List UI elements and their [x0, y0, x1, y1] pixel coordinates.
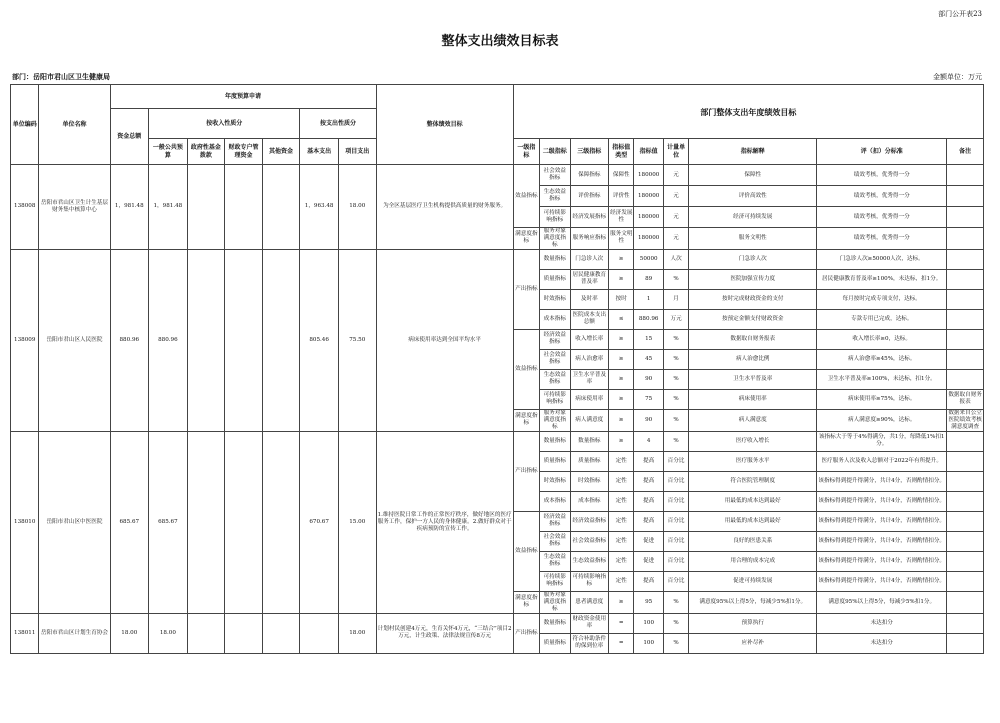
remark: [947, 369, 984, 389]
other-fund: [262, 165, 300, 250]
col-u: 计量单位: [663, 139, 688, 165]
measure-unit: %: [663, 633, 688, 653]
remark: [947, 471, 984, 491]
level3-indicator: 保障指标: [570, 165, 609, 186]
total-amount: 1，981.48: [110, 165, 149, 250]
level3-indicator: 评价指标: [570, 186, 609, 207]
indicator-explanation: 卫生水平普及率: [689, 369, 817, 389]
indicator-value: 1: [634, 289, 663, 309]
level1-indicator: 满意度指标: [513, 409, 539, 431]
scoring-standard: 门急诊人次≥50000人次，达标。: [817, 249, 947, 269]
value-type: ≥: [609, 389, 634, 409]
level3-indicator: 病人治愈率: [570, 349, 609, 369]
measure-unit: %: [663, 409, 688, 431]
col-by-income: 按收入性质分: [149, 109, 300, 139]
remark: 数据来自公立医院绩效考核满意度调查: [948, 409, 982, 430]
measure-unit: 元: [663, 186, 688, 207]
value-type: 定性: [609, 491, 634, 511]
level2-indicator: 可持续影响指标: [540, 389, 570, 409]
indicator-explanation: 保障性: [689, 165, 817, 186]
indicator-value: 促进: [634, 551, 663, 571]
col-l2: 二级指标: [540, 139, 570, 165]
indicator-value: 45: [634, 349, 663, 369]
level1-indicator: 效益指标: [513, 511, 539, 591]
level2-indicator: 服务对象满意度指标: [540, 591, 570, 613]
level2-indicator: 经济效益指标: [540, 511, 570, 531]
value-type: 定性: [609, 571, 634, 591]
level3-indicator: 质量指标: [570, 451, 609, 471]
value-type: 按时: [609, 289, 634, 309]
value-type: ≥: [609, 431, 634, 451]
value-type: 保障性: [609, 165, 634, 186]
scoring-standard: 绩效考核，优秀得一分: [817, 186, 947, 207]
level2-indicator: 质量指标: [540, 633, 570, 653]
measure-unit: 元: [663, 228, 688, 250]
indicator-explanation: 服务文明性: [689, 228, 817, 250]
general-budget: 1，981.48: [149, 165, 188, 250]
value-type: ≥: [609, 249, 634, 269]
level1-indicator: 产出指标: [513, 249, 539, 329]
indicator-value: 95: [634, 591, 663, 613]
scoring-standard: 未达扣分: [817, 613, 947, 633]
measure-unit: 月: [663, 289, 688, 309]
unit-name: 岳阳市君山区卫生计生基层财务集中核算中心: [39, 165, 110, 250]
indicator-value: 促进: [634, 531, 663, 551]
project-exp: 18.00: [338, 165, 376, 250]
value-type: ≥: [609, 591, 634, 613]
indicator-explanation: 应补尽补: [689, 633, 817, 653]
indicator-value: 100: [634, 613, 663, 633]
fin-account: [225, 431, 263, 613]
general-budget: 18.00: [149, 613, 188, 653]
level1-indicator: 效益指标: [513, 329, 539, 409]
measure-unit: 百分比: [663, 491, 688, 511]
indicator-explanation: 评价高效性: [689, 186, 817, 207]
indicator-explanation: 医院加强宣传力度: [689, 269, 817, 289]
unit-code: 138008: [11, 165, 39, 250]
col-name: 单位名称: [39, 85, 110, 165]
scoring-standard: 居民健康教育普及率≥100%，未达标，扣1分。: [817, 269, 947, 289]
value-type: 定性: [609, 471, 634, 491]
level2-indicator: 经济效益指标: [540, 329, 570, 349]
indicator-explanation: 医疗服务水平: [689, 451, 817, 471]
total-amount: 18.00: [110, 613, 149, 653]
remark: [947, 431, 984, 451]
indicator-value: 880.96: [634, 309, 663, 329]
scoring-standard: 专款专用已完成，达标。: [817, 309, 947, 329]
col-proj: 项目支出: [338, 139, 376, 165]
value-type: 评价性: [609, 186, 634, 207]
measure-unit: 百分比: [663, 531, 688, 551]
indicator-value: 180000: [634, 186, 663, 207]
measure-unit: 元: [663, 207, 688, 228]
unit-code: 138010: [11, 431, 39, 613]
indicator-explanation: 门急诊人次: [689, 249, 817, 269]
measure-unit: 百分比: [663, 451, 688, 471]
indicator-value: 75: [634, 389, 663, 409]
level3-indicator: 可持续影响指标: [570, 571, 609, 591]
remark: [947, 451, 984, 471]
scoring-standard: 每月按时完成专项支付，达标。: [817, 289, 947, 309]
value-type: ≥: [609, 369, 634, 389]
level3-indicator: 病人满意度: [570, 409, 609, 431]
remark: [947, 591, 984, 613]
level2-indicator: 成本指标: [540, 309, 570, 329]
measure-unit: %: [663, 349, 688, 369]
fin-account: [225, 165, 263, 250]
remark: [947, 186, 984, 207]
level3-indicator: 服务响应指标: [570, 228, 609, 250]
measure-unit: %: [663, 369, 688, 389]
level2-indicator: 可持续影响指标: [540, 571, 570, 591]
indicator-value: 90: [634, 369, 663, 389]
level2-indicator: 质量指标: [540, 451, 570, 471]
level2-indicator: 数量指标: [540, 249, 570, 269]
unit-code: 138009: [11, 249, 39, 431]
scoring-standard: 该指标得到提升得满分，共计4分，否则酌情扣分。: [817, 511, 947, 531]
measure-unit: 百分比: [663, 471, 688, 491]
basic-exp: [300, 613, 339, 653]
value-type: 定性: [609, 531, 634, 551]
overall-goal: 计划村民创建4万元，生育关怀4万元，“三结合”项目2万元，计生政策、法律法规宣传8万元: [376, 613, 513, 653]
measure-unit: 万元: [663, 309, 688, 329]
col-fin: 财政专户管理资金: [225, 139, 263, 165]
level3-indicator: 及时率: [570, 289, 609, 309]
gov-fund: [187, 431, 225, 613]
level3-indicator: 社会效益指标: [570, 531, 609, 551]
col-code: 单位编码: [11, 85, 39, 165]
value-type: ≥: [609, 269, 634, 289]
col-expl: 指标解释: [689, 139, 817, 165]
value-type: 服务文明性: [609, 228, 634, 250]
col-vtype: 指标值类型: [609, 139, 634, 165]
scoring-standard: 该指标大于等于4%得满分，共1分，每降低1%扣1分。: [817, 431, 947, 451]
measure-unit: %: [663, 591, 688, 613]
indicator-explanation: 数据取自财务报表: [689, 329, 817, 349]
level3-indicator: 数量指标: [570, 431, 609, 451]
remark: [947, 165, 984, 186]
measure-unit: 百分比: [663, 571, 688, 591]
col-goal: 整体绩效目标: [376, 85, 513, 165]
scoring-standard: 医疗服务人次及收入总额对于2022年有所提升。: [817, 451, 947, 471]
indicator-value: 提高: [634, 511, 663, 531]
indicator-explanation: 促进可持续发展: [689, 571, 817, 591]
level2-indicator: 成本指标: [540, 491, 570, 511]
level3-indicator: 收入增长率: [570, 329, 609, 349]
indicator-value: 180000: [634, 165, 663, 186]
level2-indicator: 社会效益指标: [540, 165, 570, 186]
other-fund: [262, 431, 300, 613]
level3-indicator: 财政资金使用率: [570, 613, 609, 633]
col-total: 资金总额: [110, 109, 149, 165]
level3-indicator: 成本指标: [570, 491, 609, 511]
indicator-explanation: 预算执行: [689, 613, 817, 633]
overall-goal: 1.维持医院日常工作的正常医疗秩序，做好地区的医疗服务工作，保护一方人民的身体健康。2.做好群众对于疾病预防的宣传工作。: [376, 431, 513, 613]
gov-fund: [187, 613, 225, 653]
measure-unit: 元: [663, 165, 688, 186]
level3-indicator: 经济效益指标: [570, 511, 609, 531]
value-type: 经济发展性: [609, 207, 634, 228]
level3-indicator: 医院成本支出总额: [570, 309, 609, 329]
indicator-explanation: 用最低的成本达到最好: [689, 491, 817, 511]
scoring-standard: 该指标得到提升得满分，共计4分，否则酌情扣分。: [817, 571, 947, 591]
level2-indicator: 数量指标: [540, 613, 570, 633]
col-annual: 年度预算申请: [110, 85, 376, 109]
remark: [947, 511, 984, 531]
level2-indicator: 服务对象满意度指标: [540, 228, 570, 250]
unit-code: 138011: [11, 613, 39, 653]
value-type: 定性: [609, 511, 634, 531]
level1-indicator: 满意度指标: [513, 591, 539, 613]
table-row: [11, 249, 984, 269]
department-label: 部门：岳阳市君山区卫生健康局: [12, 72, 110, 81]
remark: [947, 349, 984, 369]
project-exp: 75.50: [338, 249, 376, 431]
col-l3: 三级指标: [570, 139, 609, 165]
scoring-standard: 该指标得到提升得满分，共计4分，否则酌情扣分。: [817, 471, 947, 491]
indicator-explanation: 病人满意度: [689, 409, 817, 431]
level1-indicator: 满意度指标: [513, 228, 539, 250]
level3-indicator: 生态效益指标: [570, 551, 609, 571]
indicator-explanation: 用最低的成本达到最好: [689, 511, 817, 531]
indicator-value: 提高: [634, 491, 663, 511]
level2-indicator: 社会效益指标: [540, 531, 570, 551]
level3-indicator: 门急诊人次: [570, 249, 609, 269]
scoring-standard: 病床使用率≥75%，达标。: [817, 389, 947, 409]
form-number: 部门公开表23: [938, 10, 982, 18]
general-budget: 685.67: [149, 431, 188, 613]
level3-indicator: 时效指标: [570, 471, 609, 491]
basic-exp: 670.67: [300, 431, 339, 613]
fin-account: [225, 613, 263, 653]
indicator-explanation: 医疗收入增长: [689, 431, 817, 451]
col-gen: 一般公共预算: [149, 139, 188, 165]
scoring-standard: 未达扣分: [817, 633, 947, 653]
overall-goal: 病床使用率达到全国平均水平: [376, 249, 513, 431]
value-type: ≥: [609, 349, 634, 369]
scoring-standard: 病人满意度≥90%，达标。: [817, 409, 947, 431]
measure-unit: 百分比: [663, 551, 688, 571]
indicator-value: 50000: [634, 249, 663, 269]
level2-indicator: 时效指标: [540, 471, 570, 491]
indicator-explanation: 经济可持续发展: [689, 207, 817, 228]
table-row: [11, 431, 984, 451]
remark: 数据取自财务报表: [947, 389, 984, 409]
level2-indicator: 可持续影响指标: [540, 207, 570, 228]
measure-unit: %: [663, 613, 688, 633]
level2-indicator: 社会效益指标: [540, 349, 570, 369]
value-type: =: [609, 613, 634, 633]
basic-exp: 1，963.48: [300, 165, 339, 250]
gov-fund: [187, 249, 225, 431]
page-title: 整体支出绩效目标表: [441, 34, 559, 49]
value-type: ≥: [609, 409, 634, 431]
level2-indicator: 生态效益指标: [540, 186, 570, 207]
indicator-explanation: 按时完成财政资金的支付: [689, 289, 817, 309]
indicator-value: 4: [634, 431, 663, 451]
indicator-value: 15: [634, 329, 663, 349]
remark: [947, 551, 984, 571]
other-fund: [262, 249, 300, 431]
scoring-standard: 卫生水平普及率≥100%，未达标，扣1分。: [817, 369, 947, 389]
scoring-standard: 该指标得到提升得满分，共计4分，否则酌情扣分。: [817, 491, 947, 511]
performance-table: [10, 84, 984, 654]
indicator-explanation: 符合医院管理制度: [689, 471, 817, 491]
value-type: ≤: [609, 309, 634, 329]
level2-indicator: 数量指标: [540, 431, 570, 451]
col-score: 评（扣）分标准: [817, 139, 947, 165]
level3-indicator: 卫生水平普及率: [570, 369, 609, 389]
level3-indicator: 病床使用率: [570, 389, 609, 409]
other-fund: [262, 613, 300, 653]
indicator-explanation: 满意度95%以上得5分，每减少5%扣1分。: [689, 591, 817, 613]
col-val: 指标值: [634, 139, 663, 165]
table-row: [11, 165, 984, 186]
scoring-standard: 收入增长率≥0，达标。: [817, 329, 947, 349]
measure-unit: %: [663, 269, 688, 289]
indicator-value: 100: [634, 633, 663, 653]
indicator-value: 89: [634, 269, 663, 289]
scoring-standard: 绩效考核，优秀得一分: [817, 207, 947, 228]
remark: [947, 207, 984, 228]
overall-goal: 为全区基层医疗卫生机构提供高质量的财务服务。: [376, 165, 513, 250]
scoring-standard: 绩效考核，优秀得一分: [817, 165, 947, 186]
general-budget: 880.96: [149, 249, 188, 431]
scoring-standard: 绩效考核，优秀得一分: [817, 228, 947, 250]
col-other: 其他资金: [262, 139, 300, 165]
indicator-value: 提高: [634, 571, 663, 591]
indicator-value: 提高: [634, 451, 663, 471]
remark: [947, 531, 984, 551]
remark: [947, 613, 984, 633]
table-row: [11, 613, 984, 633]
value-type: 定性: [609, 451, 634, 471]
measure-unit: %: [663, 431, 688, 451]
remark: [947, 633, 984, 653]
measure-unit: %: [663, 389, 688, 409]
remark: [947, 329, 984, 349]
level3-indicator: 符合补助条件的保到位率: [570, 633, 609, 653]
remark: [947, 249, 984, 269]
gov-fund: [187, 165, 225, 250]
level2-indicator: 生态效益指标: [540, 369, 570, 389]
value-type: ≥: [609, 329, 634, 349]
level2-indicator: 时效指标: [540, 289, 570, 309]
level1-indicator: 效益指标: [513, 165, 539, 228]
scoring-standard: 该指标得到提升得满分，共计4分，否则酌情扣分。: [817, 551, 947, 571]
indicator-value: 180000: [634, 207, 663, 228]
unit-name: 岳阳市君山区计划生育协会: [39, 613, 110, 653]
measure-unit: 百分比: [663, 511, 688, 531]
project-exp: 18.00: [338, 613, 376, 653]
level3-indicator: 经济发展指标: [570, 207, 609, 228]
level3-indicator: 居民健康教育普及率: [570, 269, 609, 289]
indicator-value: 提高: [634, 471, 663, 491]
indicator-explanation: 病床使用率: [689, 389, 817, 409]
scoring-standard: 病人治愈率≥45%，达标。: [817, 349, 947, 369]
level1-indicator: 产出指标: [513, 613, 539, 653]
col-by-exp: 按支出性质分: [300, 109, 376, 139]
indicator-explanation: 良好的医患关系: [689, 531, 817, 551]
unit-name: 岳阳市君山区中医医院: [39, 431, 110, 613]
remark: [947, 571, 984, 591]
measure-unit: %: [663, 329, 688, 349]
level2-indicator: 质量指标: [540, 269, 570, 289]
unit-name: 岳阳市君山区人民医院: [39, 249, 110, 431]
indicator-explanation: 病人治愈比例: [689, 349, 817, 369]
col-note: 备注: [947, 139, 984, 165]
project-exp: 15.00: [338, 431, 376, 613]
scoring-standard: 该指标得到提升得满分，共计4分，否则酌情扣分。: [817, 531, 947, 551]
col-gov: 政府性基金拨款: [187, 139, 225, 165]
level1-indicator: 产出指标: [513, 431, 539, 511]
total-amount: 880.96: [110, 249, 149, 431]
value-type: 定性: [609, 551, 634, 571]
scoring-standard: 满意度95%以上得5分，每减少5%扣1分。: [817, 591, 947, 613]
basic-exp: 805.46: [300, 249, 339, 431]
col-perf: 部门整体支出年度绩效目标: [513, 85, 983, 139]
remark: [947, 228, 984, 250]
total-amount: 685.67: [110, 431, 149, 613]
level2-indicator: 服务对象满意度指标: [540, 409, 570, 431]
col-basic: 基本支出: [300, 139, 339, 165]
indicator-explanation: 按预定金额支付财政资金: [689, 309, 817, 329]
measure-unit: 人次: [663, 249, 688, 269]
indicator-explanation: 用合理的成本完成: [689, 551, 817, 571]
indicator-value: 180000: [634, 228, 663, 250]
remark: [947, 289, 984, 309]
fin-account: [225, 249, 263, 431]
value-type: =: [609, 633, 634, 653]
remark: [947, 491, 984, 511]
level2-indicator: 生态效益指标: [540, 551, 570, 571]
amount-unit-label: 金额单位：万元: [933, 73, 982, 81]
col-l1: 一级指标: [513, 139, 539, 165]
remark: [947, 269, 984, 289]
level3-indicator: 患者满意度: [570, 591, 609, 613]
indicator-value: 90: [634, 409, 663, 431]
remark: [947, 309, 984, 329]
